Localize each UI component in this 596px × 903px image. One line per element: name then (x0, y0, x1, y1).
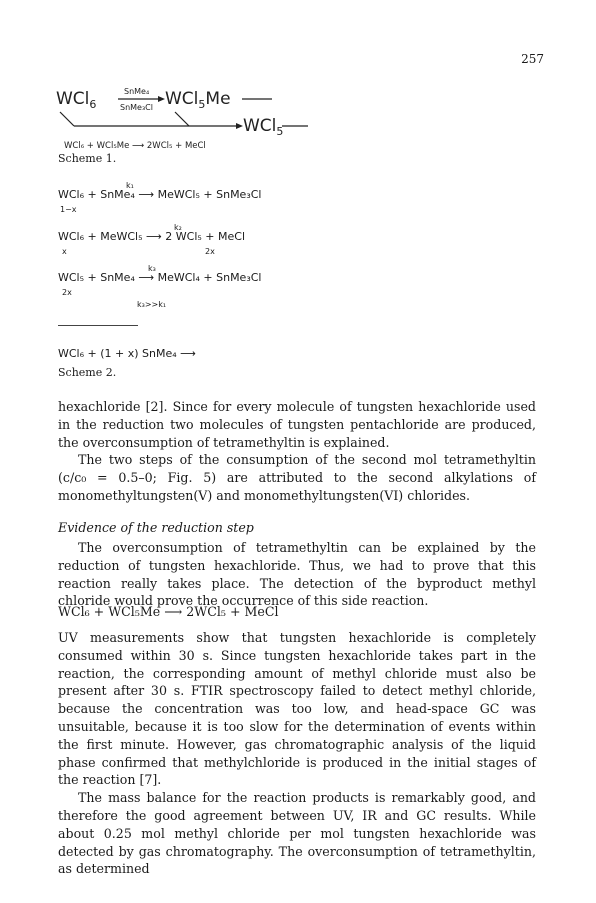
scheme-1-reactant: WCl$_6$ (56, 89, 97, 111)
page-number: 257 (521, 52, 544, 66)
scheme-2-caption: Scheme 2. (58, 366, 117, 379)
scheme-1-side-reaction: WCl₆ + WCl₅Me ⟶ 2WCl₅ + MeCl (64, 141, 206, 151)
scheme-2-rate-note: k₃>>k₁ (137, 300, 167, 309)
section-heading: Evidence of the reduction step (58, 520, 254, 535)
body-block-1 (58, 398, 536, 505)
scheme-2-k1: k₁ (126, 181, 134, 190)
scheme-2-eq-2: WCl₆ + MeWCl₅ ⟶ 2 WCl₅ + MeCl (58, 230, 245, 243)
scheme-1-arrow-top: SnMe₄ (124, 87, 150, 96)
paragraph-1: hexachloride [2]. Since for every molecule of tungsten hexachloride used in the reduction two molecules of tungsten pentachloride are produced, the overconsumption of tetramethyltin is explained. (58, 399, 536, 450)
scheme-2-eq-3: WCl₅ + SnMe₄ ⟶ MeWCl₄ + SnMe₃Cl (58, 271, 262, 284)
scheme-2-eq-1-note: 1−x (60, 205, 77, 214)
scheme-2-eq-1: WCl₆ + SnMe₄ ⟶ MeWCl₅ + SnMe₃Cl (58, 188, 262, 201)
scheme-1-diagram (50, 80, 310, 160)
scheme-2-divider (58, 325, 138, 326)
scheme-2-eq-2-note-left: x (62, 247, 67, 256)
equation: WCl₆ + WCl₅Me ⟶ 2WCl₅ + MeCl (58, 604, 279, 619)
scheme-2-overall: WCl₆ + (1 + x) SnMe₄ ⟶ (58, 347, 196, 360)
body-block-3 (58, 629, 536, 878)
paragraph-3: The overconsumption of tetramethyltin can be explained by the reduction of tungsten hexachloride. Thus, we had to prove that this reaction really takes place. The detection of the byproduct methyl chloride would prove the occurrence of this side reaction. (58, 540, 536, 609)
paragraph-4: UV measurements show that tungsten hexachloride is completely consumed within 30 s. Since tungsten hexachloride takes part in the reaction, the corresponding amount of methyl chloride must also be present after 30 s. FTIR spectroscopy failed to detect methyl chloride, because the concentration was too low, and head-space GC was unsuitable, because it is too slow for the determination of events within the first minute. However, gas chromatographic analysis of the liquid phase confirmed that methylchloride is produced in the initial stages of the reaction [7]. (58, 630, 536, 788)
paragraph-2: The two steps of the consumption of the second mol tetramethyltin (c/c₀ = 0.5–0; Fig. 5) are attributed to the second alkylations of monomethyltungsten(V) and monomethyltungsten(VI) chlorides. (58, 452, 536, 503)
scheme-2-eq-3-note: 2x (62, 288, 72, 297)
scheme-1-product: WCl$_5$Me (165, 89, 231, 111)
scheme-1-product-2: WCl$_5$ (243, 116, 284, 138)
scheme-2-k3: k₃ (148, 264, 156, 273)
scheme-1-arrow-bottom: SnMe₃Cl (120, 103, 153, 112)
body-block-2 (58, 539, 536, 610)
scheme-2-eq-2-note-right: 2x (205, 247, 215, 256)
scheme-2-k2: k₂ (174, 223, 182, 232)
scheme-1-caption: Scheme 1. (58, 152, 117, 165)
paragraph-5: The mass balance for the reaction products is remarkably good, and therefore the good agreement between UV, IR and GC results. While about 0.25 mol methyl chloride per mol tungsten hexachloride was detected by gas chromatography. The overconsumption of tetramethyltin, as determined (58, 790, 536, 877)
